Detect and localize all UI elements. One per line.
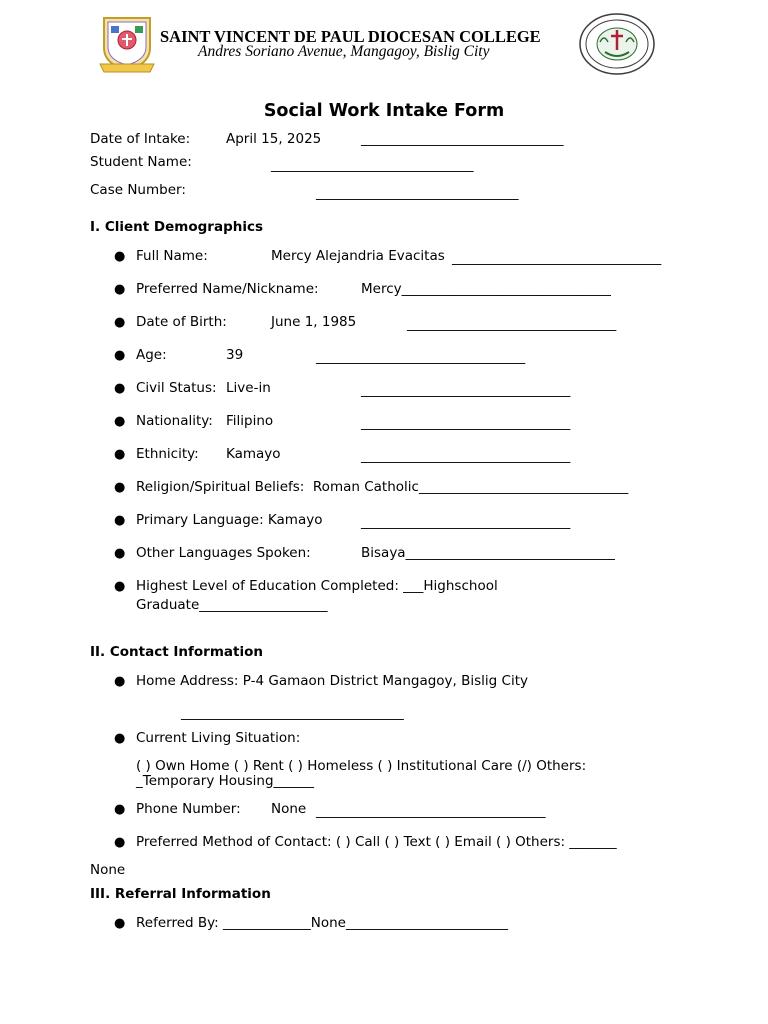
age-label: Age:	[136, 347, 167, 363]
bullet-icon: ●	[114, 348, 126, 363]
nickname-value: Mercy_______________________________	[361, 281, 611, 297]
section-client-demographics: I. Client Demographics	[90, 219, 264, 235]
preferred-contact-value: None	[90, 862, 126, 878]
bullet-icon: ●	[114, 802, 126, 817]
primary-language-line[interactable]: _______________________________	[361, 514, 571, 530]
nationality-value: Filipino	[226, 413, 274, 429]
referred-by: Referred By: _____________None________________________	[136, 915, 508, 931]
other-languages-label: Other Languages Spoken:	[136, 545, 311, 561]
bullet-icon: ●	[114, 282, 126, 297]
student-name-label: Student Name:	[90, 154, 192, 170]
full-name-line[interactable]: _______________________________	[452, 250, 662, 266]
date-of-birth-label: Date of Birth:	[136, 314, 227, 330]
bullet-icon: ●	[114, 579, 126, 594]
bullet-icon: ●	[114, 315, 126, 330]
nationality-label: Nationality:	[136, 413, 213, 429]
preferred-contact-method: Preferred Method of Contact: ( ) Call ( ) Text ( ) Email ( ) Others: _______	[136, 834, 617, 850]
home-address-line[interactable]: _________________________________	[181, 705, 404, 721]
ethnicity-value: Kamayo	[226, 446, 281, 462]
civil-status-line[interactable]: _______________________________	[361, 382, 571, 398]
diocese-seal-logo	[578, 12, 656, 76]
religion-field: Religion/Spiritual Beliefs: Roman Catholic_______________________________	[136, 479, 629, 495]
school-name: SAINT VINCENT DE PAUL DIOCESAN COLLEGE	[160, 27, 541, 46]
bullet-icon: ●	[114, 835, 126, 850]
section-contact-information: II. Contact Information	[90, 644, 263, 660]
full-name-value: Mercy Alejandria Evacitas	[271, 248, 445, 264]
civil-status-label: Civil Status:	[136, 380, 217, 396]
age-value: 39	[226, 347, 244, 363]
nickname-label: Preferred Name/Nickname:	[136, 281, 319, 297]
bullet-icon: ●	[114, 513, 126, 528]
home-address: Home Address: P-4 Gamaon District Mangagoy, Bislig City	[136, 673, 528, 689]
age-line[interactable]: _______________________________	[316, 349, 526, 365]
bullet-icon: ●	[114, 546, 126, 561]
bullet-icon: ●	[114, 381, 126, 396]
ethnicity-label: Ethnicity:	[136, 446, 199, 462]
bullet-icon: ●	[114, 480, 126, 495]
school-crest-logo	[96, 14, 158, 74]
bullet-icon: ●	[114, 674, 126, 689]
living-situation-label: Current Living Situation:	[136, 730, 301, 746]
student-name-line[interactable]: ______________________________	[271, 157, 474, 173]
phone-number-label: Phone Number:	[136, 801, 241, 817]
ethnicity-line[interactable]: _______________________________	[361, 448, 571, 464]
date-of-intake-label: Date of Intake:	[90, 131, 191, 147]
nationality-line[interactable]: _______________________________	[361, 415, 571, 431]
bullet-icon: ●	[114, 916, 126, 931]
phone-number-value: None	[271, 801, 307, 817]
case-number-label: Case Number:	[90, 182, 186, 198]
bullet-icon: ●	[114, 414, 126, 429]
primary-language-label: Primary Language: Kamayo	[136, 512, 323, 528]
bullet-icon: ●	[114, 249, 126, 264]
date-of-intake-line[interactable]: ______________________________	[361, 131, 564, 147]
education-line-2: Graduate___________________	[136, 597, 328, 613]
date-of-birth-line[interactable]: _______________________________	[407, 316, 617, 332]
date-of-birth-value: June 1, 1985	[271, 314, 357, 330]
bullet-icon: ●	[114, 731, 126, 746]
education-line-1: Highest Level of Education Completed: ___Highschool	[136, 578, 498, 594]
section-referral-information: III. Referral Information	[90, 886, 271, 902]
form-title: Social Work Intake Form	[263, 101, 505, 121]
living-situation-other: _Temporary Housing______	[136, 773, 315, 789]
civil-status-value: Live-in	[226, 380, 271, 396]
bullet-icon: ●	[114, 447, 126, 462]
full-name-label: Full Name:	[136, 248, 208, 264]
date-of-intake-value: April 15, 2025	[226, 131, 322, 147]
case-number-line[interactable]: ______________________________	[316, 185, 519, 201]
phone-number-line[interactable]: __________________________________	[316, 803, 546, 819]
living-situation-options: ( ) Own Home ( ) Rent ( ) Homeless ( ) Institutional Care (/) Others:	[136, 758, 587, 774]
other-languages-value: Bisaya_______________________________	[361, 545, 615, 561]
school-address: Andres Soriano Avenue, Mangagoy, Bislig City	[198, 43, 490, 60]
